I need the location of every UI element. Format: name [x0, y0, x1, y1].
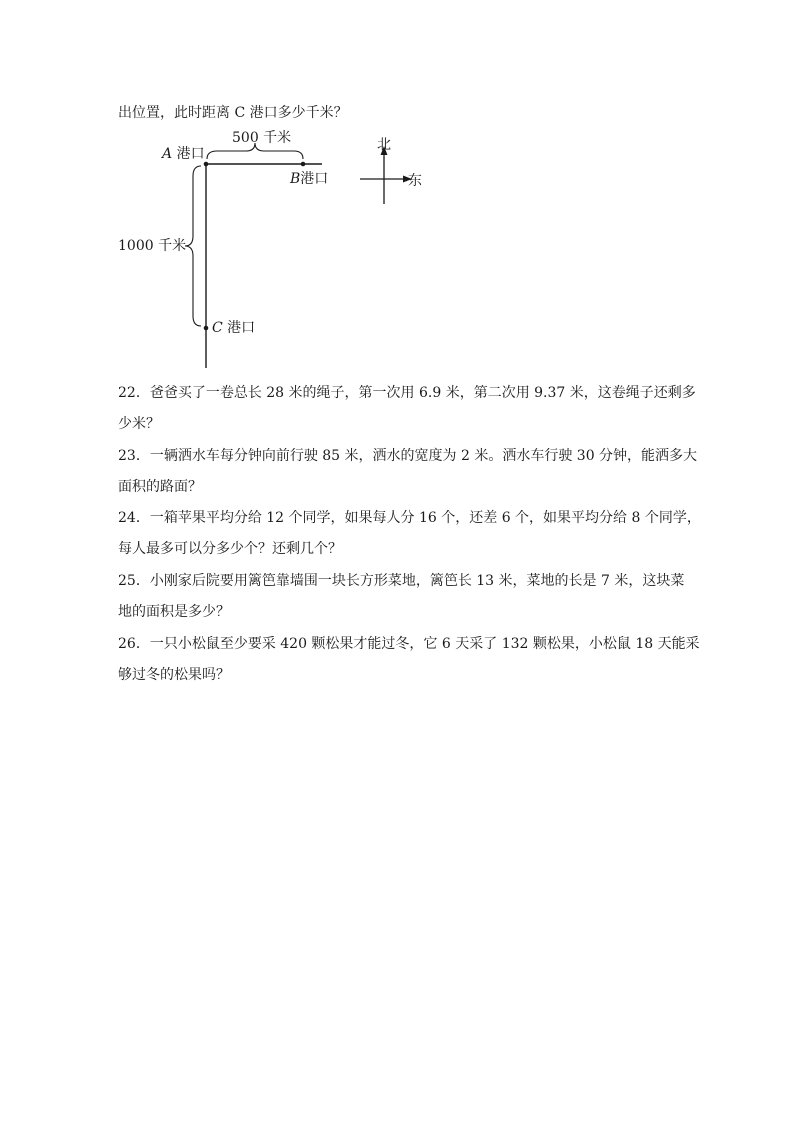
port-a-label: A 港口: [162, 146, 205, 162]
distance-ac-label: 1000 千米: [118, 238, 187, 254]
port-c-label: C 港口: [212, 320, 256, 336]
compass-north-label: 北: [377, 137, 391, 153]
port-a-dot: [204, 162, 209, 167]
question-22-line2: 少米？: [118, 416, 160, 432]
question-22-line1: 22．爸爸买了一卷总长 28 米的绳子，第一次用 6.9 米，第二次用 9.37 米，这卷绳子还剩多: [118, 385, 696, 401]
question-25-line2: 地的面积是多少？: [118, 604, 230, 620]
question-24-line1: 24．一箱苹果平均分给 12 个同学，如果每人分 16 个，还差 6 个，如果平均分给 8 个同学，: [118, 510, 701, 526]
distance-ab-label: 500 千米: [232, 130, 292, 146]
port-diagram: [110, 126, 450, 376]
question-26-line2: 够过冬的松果吗？: [118, 667, 230, 683]
port-c-dot: [204, 326, 209, 331]
port-b-dot: [301, 162, 306, 167]
brace-ac: [185, 166, 201, 326]
question-24-line2: 每人最多可以分多少个？还剩几个？: [118, 541, 342, 557]
question-26-line1: 26．一只小松鼠至少要采 420 颗松果才能过冬，它 6 天采了 132 颗松果，小松鼠 18 天能采: [118, 636, 700, 652]
port-b-label: B港口: [290, 171, 329, 187]
compass-east-label: 东: [408, 173, 422, 189]
question-23-line2: 面积的路面？: [118, 479, 202, 495]
question-25-line1: 25．小刚家后院要用篱笆靠墙围一块长方形菜地，篱笆长 13 米，菜地的长是 7 米，这块菜: [118, 573, 685, 589]
question-23-line1: 23．一辆洒水车每分钟向前行驶 85 米，洒水的宽度为 2 米。洒水车行驶 30 分钟，能洒多大: [118, 448, 698, 464]
intro-line: 出位置，此时距离 C 港口多少千米？: [118, 105, 348, 121]
